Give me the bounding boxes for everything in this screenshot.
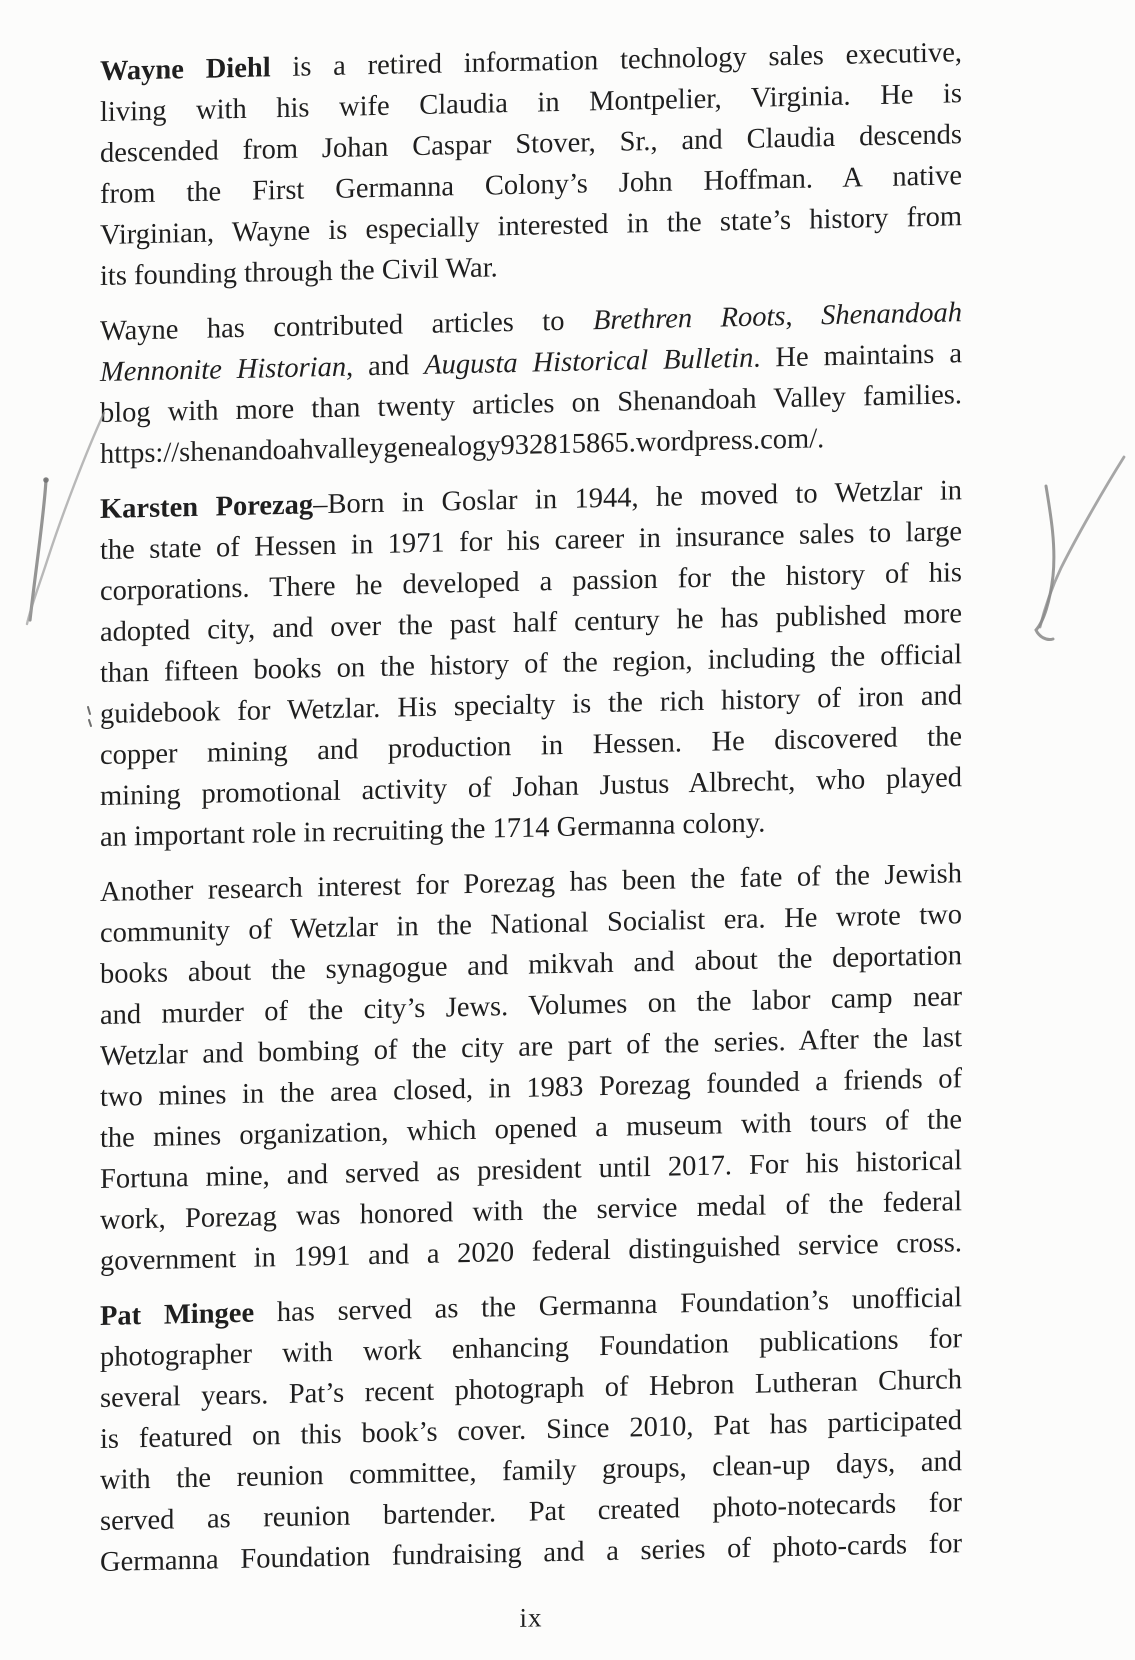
text-run: , and [346,349,425,383]
publication-title: Augusta Historical Bulletin [424,342,754,381]
text-run: and murder of the city’s Jews. Volumes on the labor camp near [100,981,962,1031]
text-run: served as reunion bartender. Pat created photo-notecards for [100,1487,962,1537]
text-run: its founding through the Civil War. [100,252,498,292]
text-block [100,32,962,1648]
text-run: work, Porezag was honored with the service medal of the federal [100,1186,962,1236]
page-number: ix [519,1602,543,1633]
pencil-x-mark-right [1036,457,1124,640]
text-run: two mines in the area closed, in 1983 Porezag founded a friends of [100,1063,962,1113]
text-run: Fortuna mine, and served as president until 2017. For his historical [100,1145,962,1195]
text-run: with the reunion committee, family groups, clean-up days, and [100,1446,962,1496]
contributor-name: Karsten Porezag [100,489,314,525]
text-run: Germanna Foundation fundraising and a series of photo-cards for [100,1528,962,1578]
text-run: guidebook for Wetzlar. His specialty is the rich history of iron and [100,680,962,730]
text-run: has served as the Germanna Foundation’s unofficial [254,1282,962,1329]
publication-title: Shenandoah [821,297,963,332]
text-run: Wetzlar and bombing of the city are part of the series. After the last [100,1022,962,1072]
paragraph [100,853,962,1282]
paragraph [100,32,962,297]
text-run: mining promotional activity of Johan Justus Albrecht, who played [100,762,962,812]
text-run: Virginian, Wayne is especially interested in the state’s history from [100,201,962,251]
text-run: Another research interest for Porezag has been the fate of the Jewish [100,858,962,908]
text-run: books about the synagogue and mikvah and about the deportation [100,940,962,990]
text-run: government in 1991 and a 2020 federal distinguished service cross. [100,1227,962,1277]
text-run: from the First Germanna Colony’s John Hoffman. A native [100,160,962,210]
text-run: descended from Johan Caspar Stover, Sr., and Claudia descends [100,119,962,169]
text-run: living with his wife Claudia in Montpelier, Virginia. He is [100,78,962,128]
paragraph [100,292,962,475]
text-run: than fifteen books on the history of the region, including the official [100,639,962,689]
text-run: photographer with work enhancing Foundation publications for [100,1323,962,1373]
text-run: an important role in recruiting the 1714 Germanna colony. [100,807,766,853]
text-run: corporations. There he developed a passion for the history of his [100,557,962,607]
text-run: is a retired information technology sales executive, [270,37,962,84]
text-run: several years. Pat’s recent photograph of Hebron Lutheran Church [100,1364,962,1414]
contributor-name: Wayne Diehl [100,52,271,87]
publication-title: Brethren Roots [592,301,786,337]
pencil-x-mark-left [27,413,104,624]
text-run: . He maintains a [753,338,962,374]
text-run: is featured on this book’s cover. Since 2010, Pat has participated [100,1405,962,1455]
text-run: –Born in Goslar in 1944, he moved to Wetzlar in [313,475,962,521]
text-run: blog with more than twenty articles on Shenandoah Valley families. [100,379,962,429]
publication-title: Mennonite Historian [100,351,347,388]
paragraph [100,1277,962,1583]
text-run: community of Wetzlar in the National Socialist era. He wrote two [100,899,962,949]
text-run: Wayne has contributed articles to [100,305,593,347]
text-run: the state of Hessen in 1971 for his career in insurance sales to large [100,516,962,566]
pencil-tick-mark [88,707,91,726]
text-run: adopted city, and over the past half century he has published more [100,598,962,648]
paragraph [100,470,962,858]
text-run: https://shenandoahvalleygenealogy932815865.wordpress.com/. [100,423,825,470]
text-run: copper mining and production in Hessen. He discovered the [100,721,962,771]
text-run: , [785,300,822,333]
contributor-name: Pat Mingee [100,1297,255,1332]
text-run: the mines organization, which opened a museum with tours of the [100,1104,962,1154]
